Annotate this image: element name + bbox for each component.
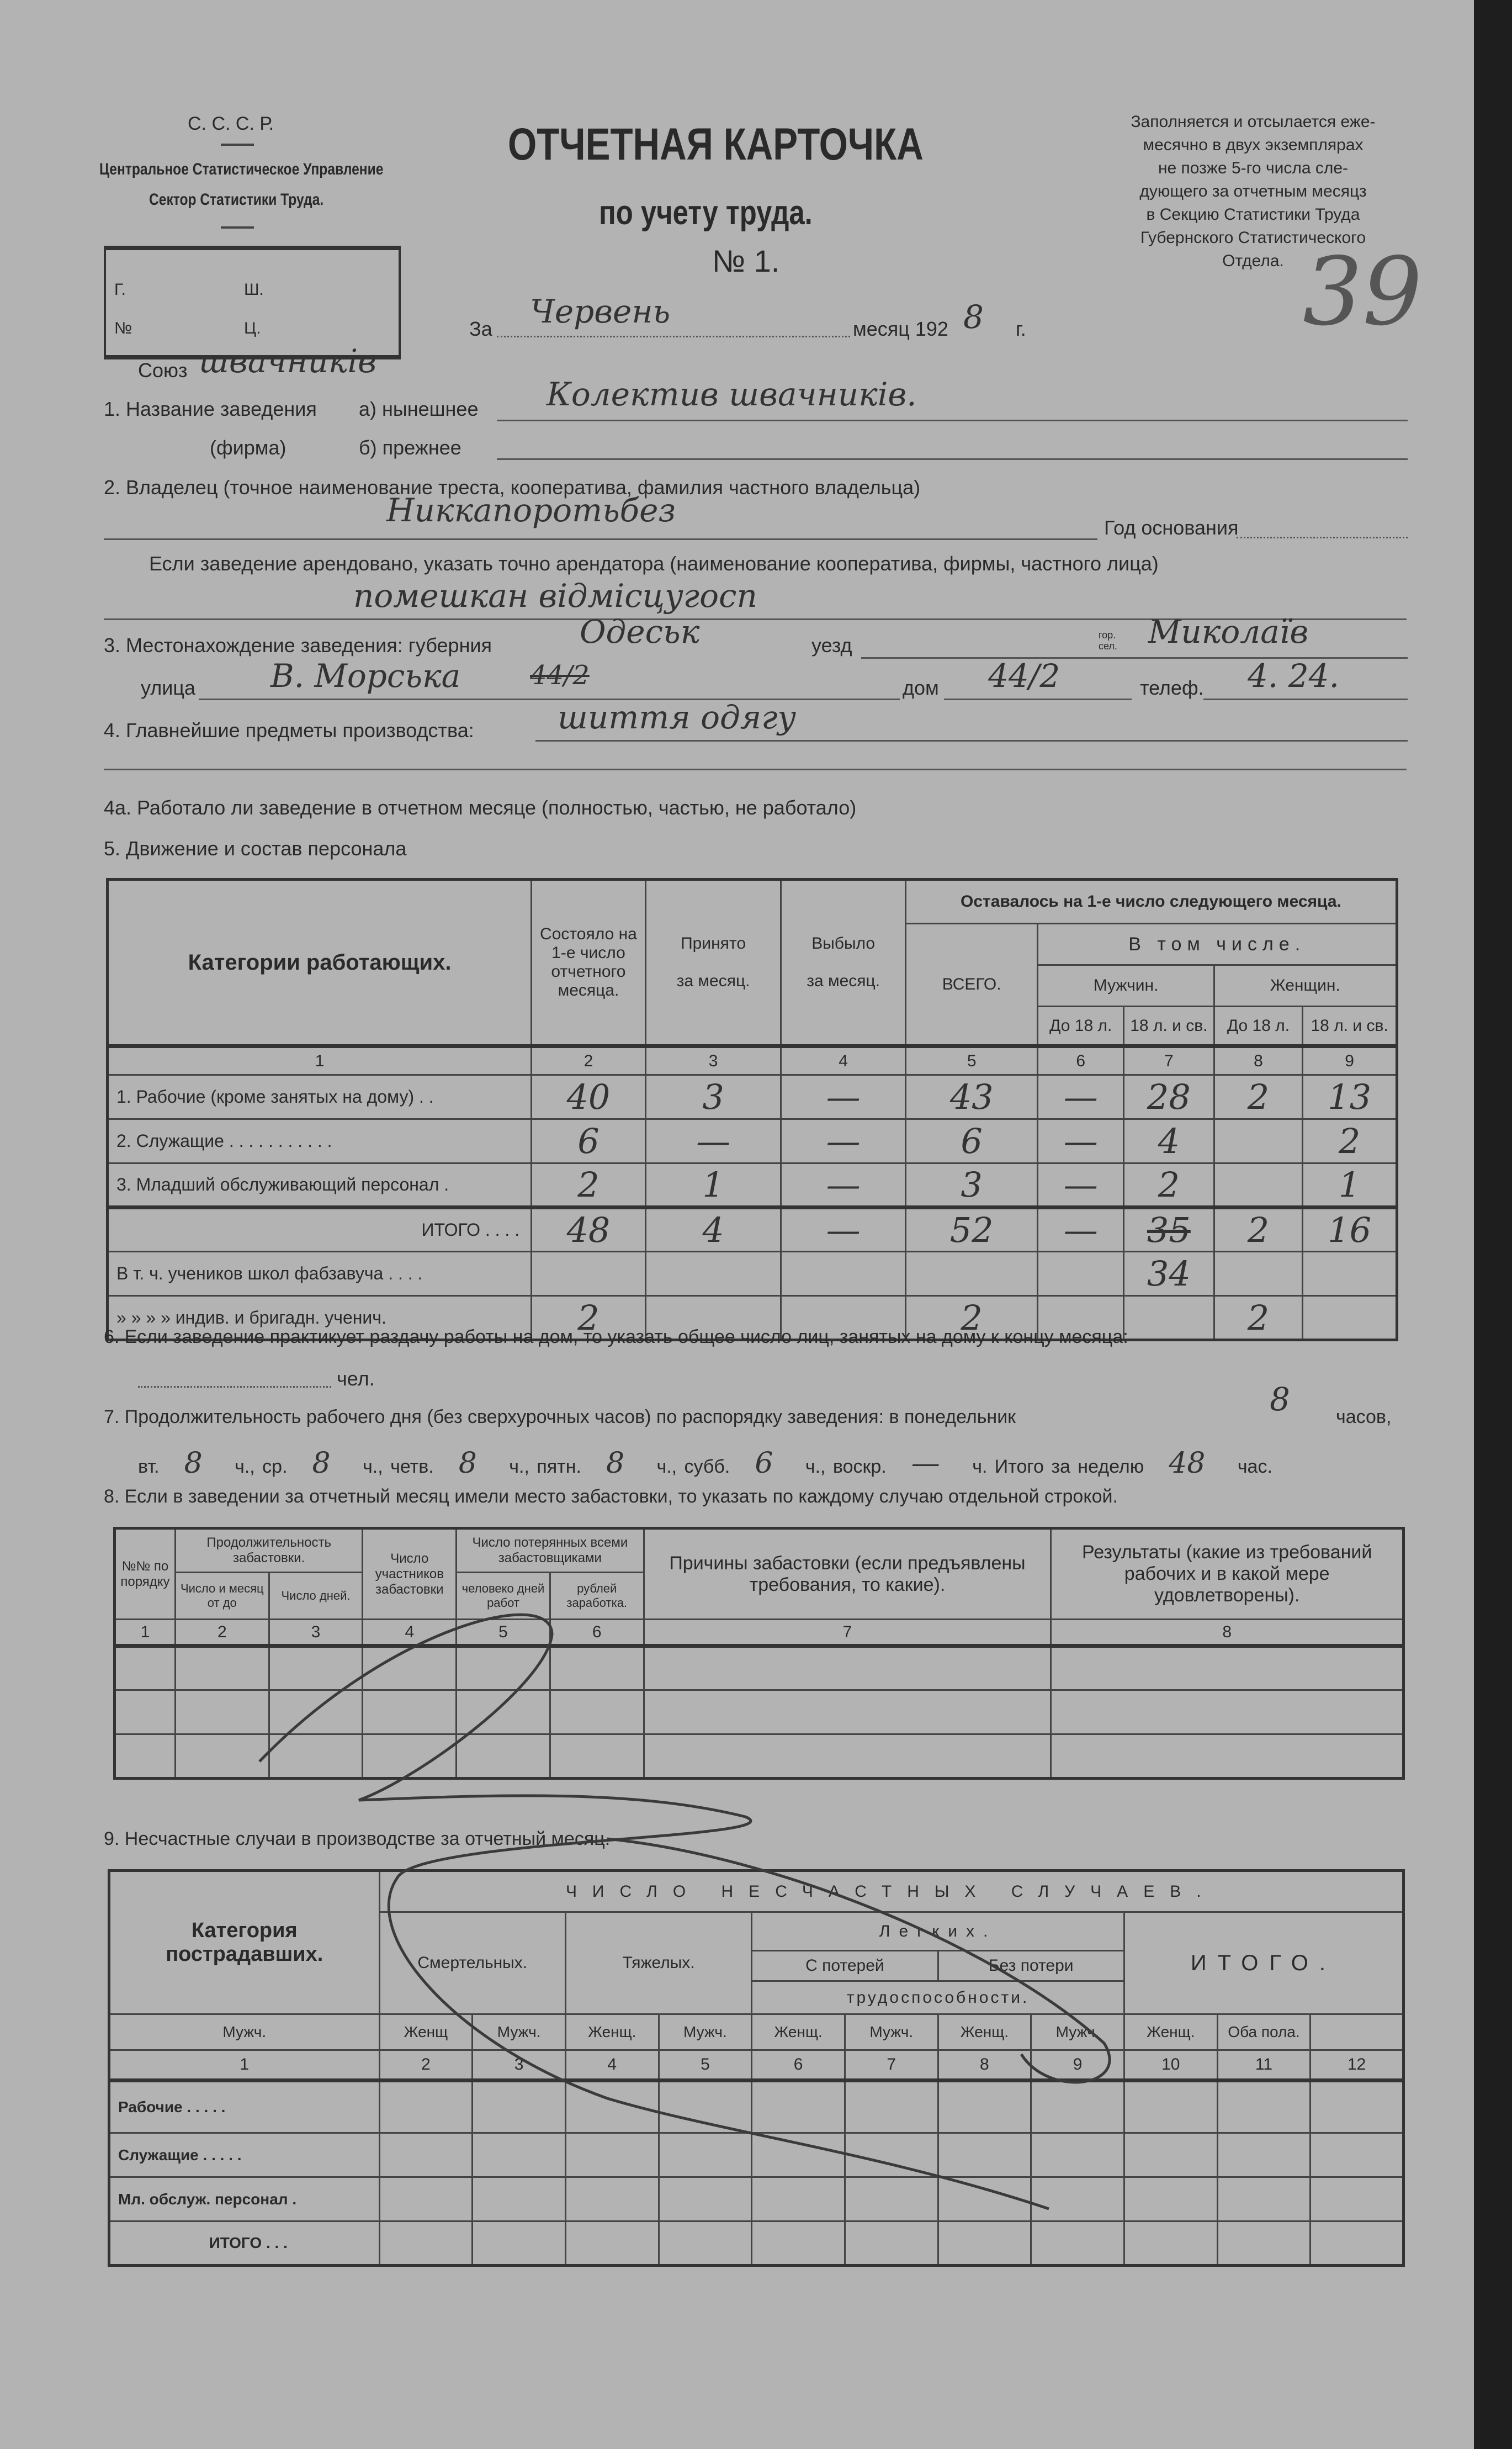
header-total: ВСЕГО. xyxy=(905,924,1038,1046)
col-number: 7 xyxy=(1124,1046,1214,1075)
header-wages: рублей заработка. xyxy=(550,1573,644,1620)
instructions: Заполняется и отсылается еже- месячно в двух экземплярах не позже 5-го числа сле- дующего за отчетным месяцз в Секцию Статистики Труда Губернского Статистического Отдела. xyxy=(1131,113,1376,270)
hours-tuesday: 8 xyxy=(184,1447,203,1480)
lease-value: помешкан відмісцугосп xyxy=(353,577,757,615)
subheader-cell: Женщ. xyxy=(565,2014,659,2050)
col-number: 1 xyxy=(109,2050,380,2081)
subheader-cell: Мужч. xyxy=(1031,2014,1124,2050)
period-month: Червень xyxy=(530,293,671,330)
col-number: 4 xyxy=(363,1620,457,1646)
cell-value: 16 xyxy=(1303,1208,1397,1252)
cell-value: 6 xyxy=(905,1119,1038,1163)
city-label: гор. сел. xyxy=(1099,630,1117,652)
cell-value: 2 xyxy=(532,1296,646,1340)
section6-text: 6. Если заведение практикует раздачу работы на дом, то указать общее число лиц, занятых на дому к концу месяца: xyxy=(104,1326,1128,1347)
f2-label: 2. Владелец (точное наименование треста, кооператива, фамилия частного владельца) xyxy=(104,476,921,499)
subheader-cell: Оба пола. xyxy=(1217,2014,1311,2050)
f3-label: 3. Местонахождение заведения: губерния xyxy=(104,634,492,657)
card-number: № 1. xyxy=(712,244,780,278)
period-prefix: За xyxy=(469,318,492,340)
col-number: 5 xyxy=(457,1620,550,1646)
cell-value: 3 xyxy=(905,1163,1038,1208)
col-number: 5 xyxy=(659,2050,752,2081)
uezd-label: уезд xyxy=(811,634,852,657)
cell-value: 4 xyxy=(1124,1119,1214,1163)
header-men-under18: До 18 л. xyxy=(1038,1007,1124,1046)
row-label: Мл. обслуж. персонал . xyxy=(109,2177,380,2221)
cell-value: 43 xyxy=(905,1075,1038,1119)
street-value: В. Морська xyxy=(270,657,461,695)
section8-text: 8. Если в заведении за отчетный месяц имели место забастовки, то указать по каждому случаю отдельной строкой. xyxy=(104,1486,1118,1507)
house-value: 44/2 xyxy=(988,657,1060,695)
box-ts-label: Ц. xyxy=(244,319,261,337)
page-title: ОТЧЕТНАЯ КАРТОЧКА xyxy=(508,119,924,170)
f4-label: 4. Главнейшие предметы производства: xyxy=(104,719,474,742)
col-number: 3 xyxy=(645,1046,781,1075)
subheader-cell: Женщ. xyxy=(938,2014,1031,2050)
row-label: 2. Служащие . . . . . . . . . . . xyxy=(108,1119,532,1163)
section6-unit: чел. xyxy=(337,1367,375,1390)
hours-wednesday: 8 xyxy=(312,1447,331,1480)
city-value: Миколаїв xyxy=(1148,613,1309,650)
header-light: Легких. xyxy=(752,1912,1124,1951)
header-start-of-month: Состояло на 1-е число отчетного месяца. xyxy=(532,880,646,1046)
cell-value: 2 xyxy=(532,1163,646,1208)
phone-label: телеф. xyxy=(1140,676,1204,699)
header-women: Женщин. xyxy=(1214,965,1397,1007)
cell-value: 2 xyxy=(1124,1163,1214,1208)
cell-value: 2 xyxy=(1303,1119,1397,1163)
hours-thursday: 8 xyxy=(458,1447,477,1480)
union-label: Союз xyxy=(138,359,188,382)
street-label: улица xyxy=(141,676,195,699)
section7-text: 7. Продолжительность рабочего дня (без сверхурочных часов) по распорядку заведения: в понедельник xyxy=(104,1406,1016,1427)
house-label: дом xyxy=(903,676,939,699)
row-label: В т. ч. учеников школ фабзавуча . . . . xyxy=(108,1252,532,1296)
header-lost: Число потерянных всеми забастовщиками xyxy=(457,1528,644,1573)
f1-sub: (фирма) xyxy=(210,436,287,459)
col-number: 6 xyxy=(1038,1046,1124,1075)
cell-value: — xyxy=(781,1119,906,1163)
col-number: 8 xyxy=(938,2050,1031,2081)
cell-value: 1 xyxy=(645,1163,781,1208)
col-number: 8 xyxy=(1051,1620,1404,1646)
header-women-over18: 18 л. и св. xyxy=(1303,1007,1397,1046)
hours-sunday: — xyxy=(911,1447,940,1480)
cell-value: 13 xyxy=(1303,1075,1397,1119)
col-number: 2 xyxy=(532,1046,646,1075)
header-remaining: Оставалось на 1-е число следующего месяца. xyxy=(905,880,1397,924)
ussr-label: С. С. С. Р. xyxy=(188,113,274,134)
header-order: №№ по порядку xyxy=(115,1528,176,1620)
cell-value: 4 xyxy=(645,1208,781,1252)
header-women-under18: До 18 л. xyxy=(1214,1007,1303,1046)
weekday-hours: вт. 8 ч., ср. 8 ч., четв. 8 ч., пятн. 8 ч., субб. 6 ч., воскр. — ч. Итого за неделю 48 час. xyxy=(138,1447,1272,1480)
row-label: ИТОГО . . . xyxy=(109,2221,380,2266)
section9-text: 9. Несчастные случаи в производстве за отчетный месяц. xyxy=(104,1828,611,1849)
period-end: г. xyxy=(1016,318,1026,340)
hours-label: часов, xyxy=(1336,1406,1392,1427)
cell-value: — xyxy=(1038,1119,1124,1163)
col-number: 9 xyxy=(1303,1046,1397,1075)
header-left: Выбыло за месяц. xyxy=(781,880,906,1046)
f1-label: 1. Название заведения xyxy=(104,398,317,420)
hours-friday: 8 xyxy=(606,1447,625,1480)
hours-saturday: 6 xyxy=(755,1447,773,1480)
cell-value: 35 xyxy=(1124,1208,1214,1252)
subheader-cell: Мужч. xyxy=(845,2014,938,2050)
cell-value: 1 xyxy=(1303,1163,1397,1208)
cell-value: 28 xyxy=(1124,1075,1214,1119)
header-severe: Тяжелых. xyxy=(565,1912,751,2014)
col-number: 6 xyxy=(752,2050,845,2081)
cell-value: 6 xyxy=(532,1119,646,1163)
page-subtitle: по учету труда. xyxy=(599,194,813,232)
union-value: швачників xyxy=(199,342,376,380)
header-including: В том числе. xyxy=(1038,924,1397,965)
col-number: 2 xyxy=(175,1620,269,1646)
header-causes: Причины забастовки (если предъявлены требования, то какие). xyxy=(644,1528,1051,1620)
col-number: 9 xyxy=(1031,2050,1124,2081)
cell-value: — xyxy=(1038,1163,1124,1208)
period-year: 8 xyxy=(963,298,984,336)
header-without-loss: Без потери xyxy=(938,1951,1124,1981)
subheader-cell: Женщ. xyxy=(1124,2014,1217,2050)
cell-value: — xyxy=(781,1075,906,1119)
row-label: ИТОГО . . . . xyxy=(108,1208,532,1252)
header-fatal: Смертельных. xyxy=(379,1912,565,2014)
f5-label: 5. Движение и состав персонала xyxy=(104,837,407,860)
header-participants: Число участников забастовки xyxy=(363,1528,457,1620)
cell-value: — xyxy=(781,1163,906,1208)
cell-value: 2 xyxy=(1214,1208,1303,1252)
header-accident-count: ЧИСЛО НЕСЧАСТНЫХ СЛУЧАЕВ. xyxy=(379,1871,1404,1912)
row-label: Служащие . . . . . xyxy=(109,2133,380,2177)
page-mark: 39 xyxy=(1303,237,1423,347)
f4-value: шиття одягу xyxy=(558,699,797,736)
col-number: 10 xyxy=(1124,2050,1217,2081)
header-total: ИТОГО. xyxy=(1124,1912,1403,2014)
cell-value: 48 xyxy=(532,1208,646,1252)
header-duration: Продолжительность забастовки. xyxy=(175,1528,362,1573)
col-number: 12 xyxy=(1311,2050,1404,2081)
subheader-cell: Мужч. xyxy=(659,2014,752,2050)
subheader-cell: Женщ xyxy=(379,2014,473,2050)
col-number: 3 xyxy=(473,2050,566,2081)
box-g-label: Г. xyxy=(114,281,126,299)
founded-label: Год основания xyxy=(1104,516,1239,539)
header-days: Число дней. xyxy=(269,1573,363,1620)
col-number: 8 xyxy=(1214,1046,1303,1075)
col-number: 7 xyxy=(845,2050,938,2081)
col-number: 6 xyxy=(550,1620,644,1646)
col-number: 4 xyxy=(781,1046,906,1075)
org-name: Центральное Статистическое Управление xyxy=(99,160,384,178)
cell-value: — xyxy=(781,1208,906,1252)
header-with-loss: С потерей xyxy=(752,1951,938,1981)
cell-value: 3 xyxy=(645,1075,781,1119)
row-label: Рабочие . . . . . xyxy=(109,2081,380,2133)
row-label: 1. Рабочие (кроме занятых на дому) . . xyxy=(108,1075,532,1119)
subheader-cell: Мужч. xyxy=(109,2014,380,2050)
col-number: 11 xyxy=(1217,2050,1311,2081)
header-results: Результаты (какие из требований рабочих и в какой мере удовлетворены). xyxy=(1051,1528,1404,1620)
cell-value: 40 xyxy=(532,1075,646,1119)
f1b-label: б) прежнее xyxy=(359,436,461,459)
col-number: 4 xyxy=(565,2050,659,2081)
f2-value: Никкапоротьбез xyxy=(386,491,676,529)
header-men: Мужчин. xyxy=(1038,965,1214,1007)
hours-week: 48 xyxy=(1169,1447,1206,1480)
f1a-value: Колектив швачників. xyxy=(547,375,917,413)
col-number: 7 xyxy=(644,1620,1051,1646)
header-dates: Число и месяц от до xyxy=(175,1573,269,1620)
box-no-label: № xyxy=(114,319,132,337)
phone-value: 4. 24. xyxy=(1248,657,1340,695)
row-label: » » » » индив. и бригадн. ученич. xyxy=(108,1296,532,1340)
col-number: 3 xyxy=(269,1620,363,1646)
col-number: 1 xyxy=(115,1620,176,1646)
hours-monday: 8 xyxy=(1270,1380,1290,1418)
period-suffix: месяц 192 xyxy=(853,318,948,340)
cell-value: 2 xyxy=(905,1296,1038,1340)
street-crossed: 44/2 xyxy=(530,660,590,691)
cell-value: — xyxy=(1038,1075,1124,1119)
subheader-cell: Женщ. xyxy=(752,2014,845,2050)
f1a-label: а) нынешнее xyxy=(359,398,479,420)
header-men-over18: 18 л. и св. xyxy=(1124,1007,1214,1046)
header-capacity: трудоспособности. xyxy=(752,1981,1124,2014)
col-number: 5 xyxy=(905,1046,1038,1075)
cell-value: 2 xyxy=(1214,1075,1303,1119)
col-number: 1 xyxy=(108,1046,532,1075)
header-category: Категория пострадавших. xyxy=(109,1871,380,2014)
province-value: Одеськ xyxy=(580,613,700,650)
cell-value: 34 xyxy=(1124,1252,1214,1296)
box-sh-label: Ш. xyxy=(244,281,264,299)
lease-label: Если заведение арендовано, указать точно арендатора (наименование кооператива, фирмы, частного лица) xyxy=(149,552,1159,575)
org-sector: Сектор Статистики Труда. xyxy=(149,191,324,209)
row-label: 3. Младший обслуживающий персонал . xyxy=(108,1163,532,1208)
subheader-cell: Мужч. xyxy=(473,2014,566,2050)
header-man-days: человеко дней работ xyxy=(457,1573,550,1620)
header-category: Категории работающих. xyxy=(108,880,532,1046)
header-hired: Принято за месяц. xyxy=(645,880,781,1046)
f4a-label: 4а. Работало ли заведение в отчетном месяце (полностью, частью, не работало) xyxy=(104,796,857,819)
cell-value: — xyxy=(645,1119,781,1163)
cell-value: 2 xyxy=(1214,1296,1303,1340)
col-number: 2 xyxy=(379,2050,473,2081)
cell-value: 52 xyxy=(905,1208,1038,1252)
cell-value: — xyxy=(1038,1208,1124,1252)
